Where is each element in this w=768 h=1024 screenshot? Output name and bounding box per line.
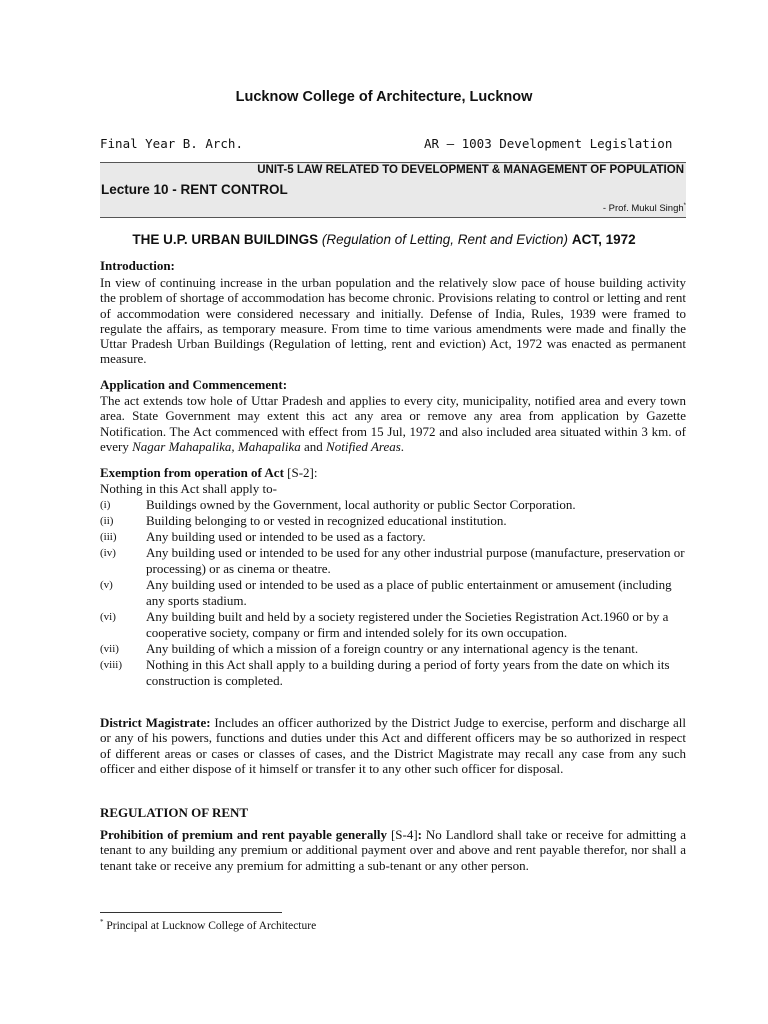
list-item-number: (i) xyxy=(100,499,111,511)
regulation-colon: : xyxy=(417,827,423,842)
application-and: and xyxy=(304,438,323,454)
list-item-text: Building belonging to or vested in recognized educational institution. xyxy=(146,513,507,528)
list-item-number: (vii) xyxy=(100,643,119,655)
act-title-paren: (Regulation of Letting, Rent and Eviction) xyxy=(321,232,569,247)
course-code: AR — 1003 Development Legislation xyxy=(424,136,673,151)
district-magistrate-paragraph xyxy=(100,715,686,776)
list-item-number: (iv) xyxy=(100,547,116,559)
list-item xyxy=(100,577,686,609)
professor-footnote-mark: * xyxy=(683,203,686,209)
list-item-number: (vi) xyxy=(100,611,116,623)
introduction-text: In view of continuing increase in the urban population and the relatively slow pace of house building activity the problem of shortage of accommodation has become chronic. Provisions relating to control or letting and rent of accommodation were considered necessary and initially. Defense of India, Rules, 1939 were framed to regulate the affairs, as temporary measure. From time to time various amendments were made and finally the Uttar Pradesh Urban Buildings (Regulation of letting, rent and eviction) Act, 1972 was enacted as permanent measure. xyxy=(100,275,686,367)
act-title xyxy=(0,232,768,247)
application-italic-areas: Nagar Mahapalika, Mahapalika xyxy=(132,438,301,454)
list-item-number: (ii) xyxy=(100,515,114,527)
list-item-text: Any building built and held by a society registered under the Societies Registration Act.1960 or by a cooperative society, company or firm and intended solely for its own occupation. xyxy=(146,609,669,640)
list-item xyxy=(100,545,686,577)
district-magistrate-heading: District Magistrate: xyxy=(100,715,211,730)
regulation-ref: [S-4] xyxy=(390,827,418,842)
list-item-number: (viii) xyxy=(100,659,122,671)
footnote-text: Principal at Lucknow College of Architecture xyxy=(106,919,317,932)
list-item-number: (v) xyxy=(100,579,113,591)
list-item-text: Any building of which a mission of a foreign country or any international agency is the tenant. xyxy=(146,641,639,656)
footnote-mark: * xyxy=(100,918,104,926)
application-end: . xyxy=(400,438,405,454)
footnote xyxy=(100,918,316,932)
act-title-main: THE U.P. URBAN BUILDINGS xyxy=(132,232,319,247)
district-magistrate-text: Includes an officer authorized by the District Judge to exercise, perform and discharge all or any of his powers, functions and duties under this Act and different officers may be so authorized in respect of different areas or cases or classes of cases, and the District Magistrate may recall any case from any such officer and either dispose of it himself or transfer it to any other such officer for disposal. xyxy=(100,715,686,776)
exemption-list xyxy=(100,497,686,689)
list-item-text: Nothing in this Act shall apply to a building during a period of forty years from the date on which its construction is completed. xyxy=(146,657,670,688)
list-item-text: Buildings owned by the Government, local authority or public Sector Corporation. xyxy=(146,497,576,512)
lecture-band xyxy=(100,181,686,218)
application-italic-notified: Notified Areas xyxy=(326,438,401,454)
professor-credit xyxy=(603,203,686,214)
professor-name: - Prof. Mukul Singh xyxy=(602,203,684,215)
course-year: Final Year B. Arch. xyxy=(100,136,243,151)
list-item xyxy=(100,609,686,641)
lecture-title: Lecture 10 - RENT CONTROL xyxy=(101,182,288,197)
regulation-sub-heading: Prohibition of premium and rent payable generally xyxy=(100,827,388,842)
footnote-divider xyxy=(100,912,282,913)
list-item xyxy=(100,529,686,545)
list-item xyxy=(100,657,686,689)
college-title: Lucknow College of Architecture, Lucknow xyxy=(235,89,533,105)
exemption-heading-line xyxy=(100,465,318,481)
introduction-heading: Introduction: xyxy=(100,258,175,273)
regulation-text: No Landlord shall take or receive for admitting a tenant to any building any premium or additional payment over and above and rent payable therefor, nor shall a tenant take or receive any premium for admitting a sub-tenant or any other person. xyxy=(100,827,687,873)
unit-title: UNIT-5 LAW RELATED TO DEVELOPMENT & MANAGEMENT OF POPULATION xyxy=(257,164,684,176)
application-text: The act extends tow hole of Uttar Pradesh and applies to every city, municipality, notified area and every town area. State Government may extent this act any area or remove any area from application by Gazette Notification. The Act commenced with effect from 15 Jul, 1972 and also included area situated within 3 km. of every xyxy=(100,393,686,454)
unit-band xyxy=(100,162,686,181)
list-item xyxy=(100,513,686,529)
exemption-ref: [S-2]: xyxy=(287,465,318,480)
list-item xyxy=(100,641,686,657)
list-item-number: (iii) xyxy=(100,531,117,543)
regulation-heading: REGULATION OF RENT xyxy=(100,805,249,820)
exemption-intro: Nothing in this Act shall apply to- xyxy=(100,481,277,496)
list-item-text: Any building used or intended to be used as a place of public entertainment or amusement (including any sports stadium. xyxy=(146,577,672,608)
act-title-tail: ACT, 1972 xyxy=(571,232,636,247)
list-item-text: Any building used or intended to be used as a factory. xyxy=(146,529,426,544)
list-item-text: Any building used or intended to be used for any other industrial purpose (manufacture, preservation or processing) or as cinema or theatre. xyxy=(146,545,685,576)
regulation-paragraph xyxy=(100,827,686,873)
application-heading: Application and Commencement: xyxy=(100,377,288,392)
exemption-heading: Exemption from operation of Act xyxy=(100,465,284,480)
list-item xyxy=(100,497,686,513)
application-paragraph xyxy=(100,393,686,454)
